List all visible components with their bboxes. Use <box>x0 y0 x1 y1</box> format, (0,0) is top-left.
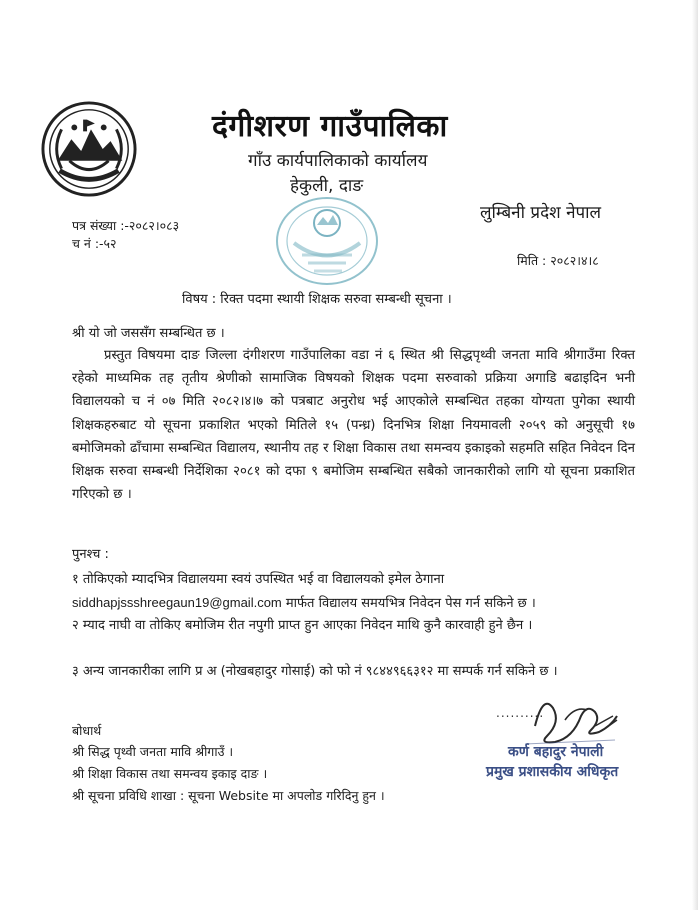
salutation: श्री यो जो जससँग सम्बन्धित छ । <box>72 326 225 341</box>
notice-body: प्रस्तुत विषयमा दाङ जिल्ला दंगीशरण गाउँपालिका वडा नं ६ स्थित श्री सिद्धपृथ्वी जनता मावि श्रीगाउँमा रिक्त रहेको माध्यमिक तह तृतीय श्रेणीको सामाजिक विषयको शिक्षक पदमा सरुवाको प्रक्रिया अगाडि बढाइदिन भनी विद्यालयको च नं ०७ मिति २०८२।४।७ को पत्रबाट अनुरोध भई आएकोले सम्बन्धित तहका योग्यता पुगेका स्थायी शिक्षकहरुबाट यो सूचना प्रकाशित भएको मितिले १५ (पन्ध्र) दिनभित्र शिक्षा नियमावली २०५९ को अनुसूची १७ बमोजिमको ढाँचामा सम्बन्धित विद्यालय, स्थानीय तह र शिक्षा विकास तथा समन्वय इकाइको सहमति सहित निवेदन दिन शिक्षक सरुवा सम्बन्धी निर्देशिका २०८१ को दफा ९ बमोजिम सम्बन्धित सबैको जानकारीको लागि यो सूचना प्रकाशित गरिएको छ । <box>72 348 635 503</box>
cc-item: श्री सिद्ध पृथ्वी जनता मावि श्रीगाउँ । <box>72 744 234 759</box>
letter-date: मिति : २०८२।४।८ <box>517 253 599 268</box>
dispatch-number: च नं :-५२ <box>72 236 117 251</box>
office-subtitle: गाँउ कार्यपालिकाको कार्यालय <box>248 151 428 171</box>
note-item-1 <box>72 568 635 615</box>
nepal-government-emblem-icon <box>40 100 138 198</box>
notes-heading: पुनश्च : <box>72 547 109 562</box>
signature-dots: .......... <box>496 706 545 720</box>
school-email-address: siddhapjssshreegaun19@gmail.com <box>72 595 282 610</box>
note-item-1-text-a: १ तोकिएको म्यादभित्र विद्यालयमा स्वयं उपस्थित भई वा विद्यालयको इमेल ठेगाना <box>72 572 445 587</box>
scan-edge-shadow <box>692 0 698 910</box>
cc-item: श्री सूचना प्रविधि शाखा : सूचना Website मा अपलोड गरिदिनु हुन । <box>72 788 385 803</box>
signatory-designation: प्रमुख प्रशासकीय अधिकृत <box>486 764 619 780</box>
note-item-2: २ म्याद नाघी वा तोकिए बमोजिम रीत नपुगी प्राप्त हुन आएका निवेदन माथि कुनै कारवाही हुने छैन । <box>72 618 533 633</box>
note-item-1-text-b: मार्फत विद्यालय समयभित्र निवेदन पेस गर्न सकिने छ । <box>281 596 536 611</box>
cc-item: श्री शिक्षा विकास तथा समन्वय इकाइ दाङ । <box>72 766 268 781</box>
province-name: लुम्बिनी प्रदेश नेपाल <box>480 203 602 223</box>
office-title: दंगीशरण गाउँपालिका <box>212 109 448 144</box>
office-seal-stamp-icon <box>272 193 382 288</box>
signatory-name: कर्ण बहादुर नेपाली <box>508 744 604 760</box>
cc-heading: बोधार्थ <box>72 723 102 738</box>
letter-subject: विषय : रिक्त पदमा स्थायी शिक्षक सरुवा सम्बन्धी सूचना । <box>182 292 452 307</box>
office-location: हेकुली, दाङ <box>290 176 364 196</box>
letter-reference-number: पत्र संख्या :-२०८२।०८३ <box>72 218 180 233</box>
note-item-3: ३ अन्य जानकारीका लागि प्र अ (नोखबहादुर गोसाई) को फो नं ९८४४९६६३१२ मा सम्पर्क गर्न सकिने छ । <box>72 664 558 679</box>
